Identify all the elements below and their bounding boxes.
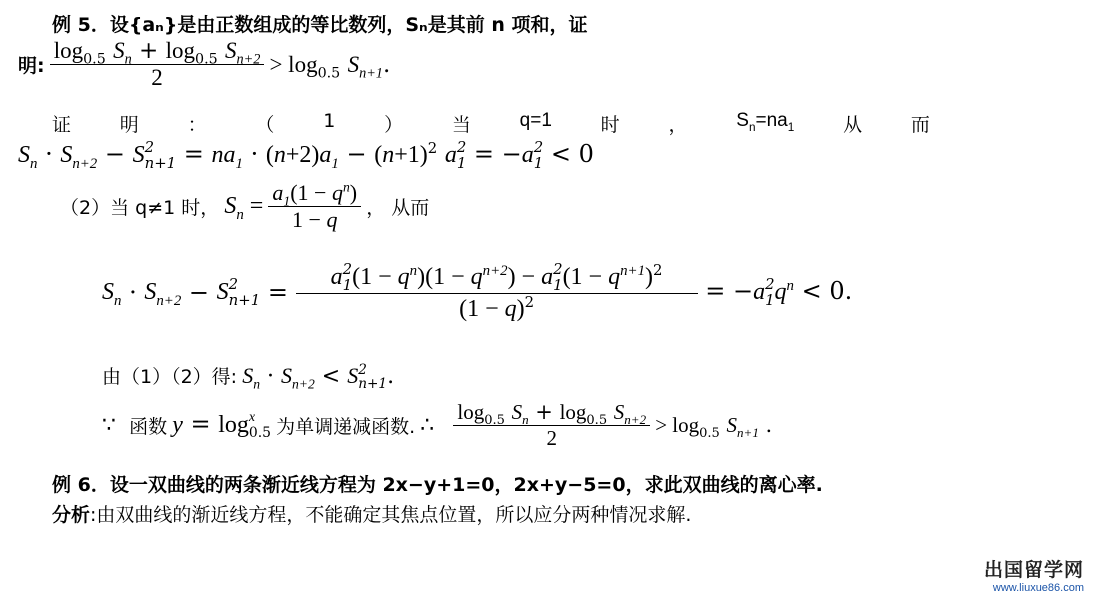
- proof-case-1-equation: $S_n \cdot S_{n+2} - S$ 2 n+1 = $na_1 \cdot (n+2)a_1 - (n+1)^2$ a 2 1 = −a 2 1 < 0: [18, 138, 594, 172]
- proof-cell: 1: [323, 110, 336, 132]
- proof-cell: 而: [910, 114, 930, 136]
- final-numerator: $\log_{0.5} S_n + \log_{0.5} S_{n+2}$: [453, 400, 650, 426]
- sn-fraction: [268, 180, 361, 233]
- case-2-lead: （2）当 q≠1 时，: [60, 197, 220, 219]
- proof-cell: q=1: [519, 110, 552, 131]
- case-2-tail: ， 从而: [366, 197, 430, 219]
- analysis-label: 分析: [52, 504, 91, 526]
- big-fraction: [296, 262, 698, 323]
- watermark-url: www.liuxue86.com: [992, 582, 1084, 594]
- example-6-title: 例 6．设一双曲线的两条渐近线方程为 2x−y+1=0，2x+y−5=0，求此双曲线的离心率.: [52, 474, 823, 496]
- final-rhs: > $\log_{0.5} S_{n+1}$ .: [655, 413, 773, 442]
- analysis-text: :由双曲线的渐近线方程，不能确定其焦点位置，所以应分两种情况求解.: [90, 504, 692, 526]
- decreasing-text: 为单调递减函数.: [276, 416, 416, 438]
- proof-cell: ）: [384, 114, 404, 136]
- sn-denominator: 1 − q: [292, 207, 338, 232]
- claim-line: [18, 38, 390, 91]
- final-line: [102, 400, 772, 451]
- because-symbol: ∵: [102, 413, 116, 438]
- watermark-title: 出国留学网: [983, 559, 1084, 581]
- proof-cell: 明: [119, 114, 139, 136]
- proof-cell: （: [255, 114, 275, 136]
- proof-cell: 从: [843, 114, 863, 136]
- proof-cell: 当: [451, 114, 471, 136]
- big-numerator: a 2 1 $(1 - q^n)(1 - q^{n+2}) - a$ 2 1 $(1 - q^{n+1})^2$: [296, 262, 698, 294]
- proof-cell: ，: [668, 114, 688, 136]
- claim-ming-label: 明:: [18, 55, 45, 77]
- analysis-line: [52, 500, 691, 527]
- final-denominator: 2: [546, 426, 557, 450]
- sn-numerator: $a_1(1 - q^n)$: [268, 180, 361, 207]
- claim-rhs: > $\log_{0.5} S_{n+1}$.: [269, 51, 391, 82]
- proof-case-1-line: [52, 110, 930, 137]
- big-rhs: = −a 2 1 $q^n < 0$.: [705, 275, 853, 309]
- log-function: y = log x 0.5: [172, 410, 272, 441]
- big-equation: $S_n \cdot S_{n+2} - S$ 2 n+1 = a 2 1 $(1 - q^n)(1 - q^{n+2}) - a$ 2 1 $(1 - q^{n+1})^2$ $(1 - q)^2$ = −a 2 1 $q^n < 0$.: [102, 260, 853, 323]
- claim-fraction: [50, 38, 265, 91]
- proof-cell: 时: [600, 114, 620, 136]
- example-5-title: 例 5．设{aₙ}是由正数组成的等比数列，Sₙ是其前 n 项和，证: [52, 14, 588, 36]
- therefore-symbol: ∴: [420, 413, 435, 438]
- claim-numerator: $\log_{0.5} S_n + \log_{0.5} S_{n+2}$: [50, 38, 265, 65]
- proof-case-2-line: [60, 180, 429, 233]
- conclusion-lead: 由（1）（2）得:: [102, 366, 238, 388]
- watermark-logo: [984, 555, 1084, 594]
- claim-denominator: 2: [151, 65, 163, 90]
- proof-cell: ：: [187, 114, 207, 136]
- final-fraction: [453, 400, 650, 451]
- function-label: 函数: [129, 416, 168, 438]
- proof-cell: $S_n=na_1$: [736, 110, 795, 134]
- proof-cell: 证: [52, 114, 72, 136]
- conclusion-line: [102, 362, 394, 391]
- conclusion-inequality: $S_n \cdot S_{n+2} < S$ 2 n+1 .: [242, 361, 395, 392]
- sn-symbol: $S_n$ =: [224, 193, 264, 223]
- big-denominator: $(1 - q)^2$: [459, 293, 535, 323]
